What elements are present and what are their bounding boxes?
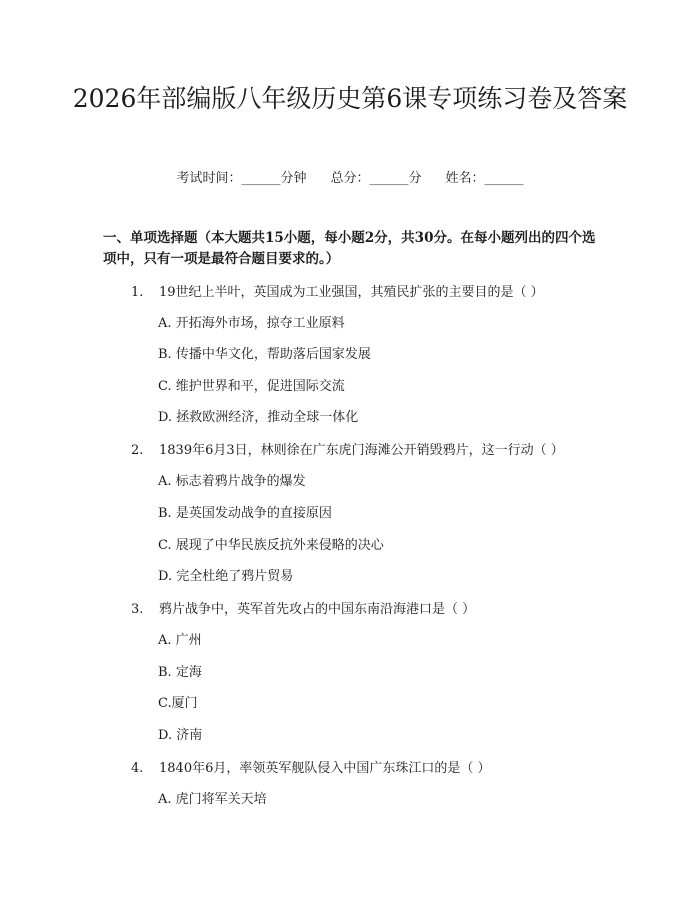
question-3-option-b: B. 定海: [158, 665, 202, 680]
question-number: 4.: [131, 761, 144, 776]
question-1-option-a: A. 开拓海外市场，掠夺工业原料: [158, 316, 345, 331]
question-3-option-c: C.厦门: [158, 696, 198, 711]
question-1-option-c: C. 维护世界和平，促进国际交流: [158, 379, 345, 394]
question-text: 1839年6月3日，林则徐在广东虎门海滩公开销毁鸦片，这一行动（ ）: [159, 443, 564, 458]
question-3: [131, 600, 475, 620]
name-field: 姓名：______: [445, 171, 524, 186]
total-score-field: 总分：______分: [330, 171, 422, 186]
question-2: [131, 441, 564, 461]
question-text: 1840年6月，率领英军舰队侵入中国广东珠江口的是（ ）: [159, 761, 491, 776]
question-4-option-a: A. 虎门将军关天培: [158, 792, 267, 807]
question-2-option-b: B. 是英国发动战争的直接原因: [158, 506, 332, 521]
question-text: 19世纪上半叶，英国成为工业强国，其殖民扩张的主要目的是（ ）: [159, 285, 544, 300]
question-2-option-d: D. 完全杜绝了鸦片贸易: [158, 569, 294, 584]
question-3-option-d: D. 济南: [158, 728, 203, 743]
question-2-option-a: A. 标志着鸦片战争的爆发: [158, 474, 306, 489]
exam-info: [0, 169, 700, 189]
question-number: 1.: [131, 285, 144, 300]
question-1: [131, 283, 544, 303]
question-number: 2.: [131, 443, 144, 458]
question-2-option-c: C. 展现了中华民族反抗外来侵略的决心: [158, 538, 384, 553]
page-title: 2026年部编版八年级历史第6课专项练习卷及答案: [72, 84, 628, 113]
question-4: [131, 759, 491, 779]
question-3-option-a: A. 广州: [158, 633, 202, 648]
question-1-option-d: D. 拯救欧洲经济，推动全球一体化: [158, 410, 359, 425]
question-number: 3.: [131, 602, 144, 617]
question-1-option-b: B. 传播中华文化，帮助落后国家发展: [158, 347, 371, 362]
question-text: 鸦片战争中，英军首先攻占的中国东南沿海港口是（ ）: [159, 602, 476, 617]
exam-time-field: 考试时间：______分钟: [176, 171, 307, 186]
section-heading: 一、单项选择题（本大题共15小题，每小题2分，共30分。在每小题列出的四个选项中，只有一项是最符合题目要求的。）: [103, 230, 596, 267]
